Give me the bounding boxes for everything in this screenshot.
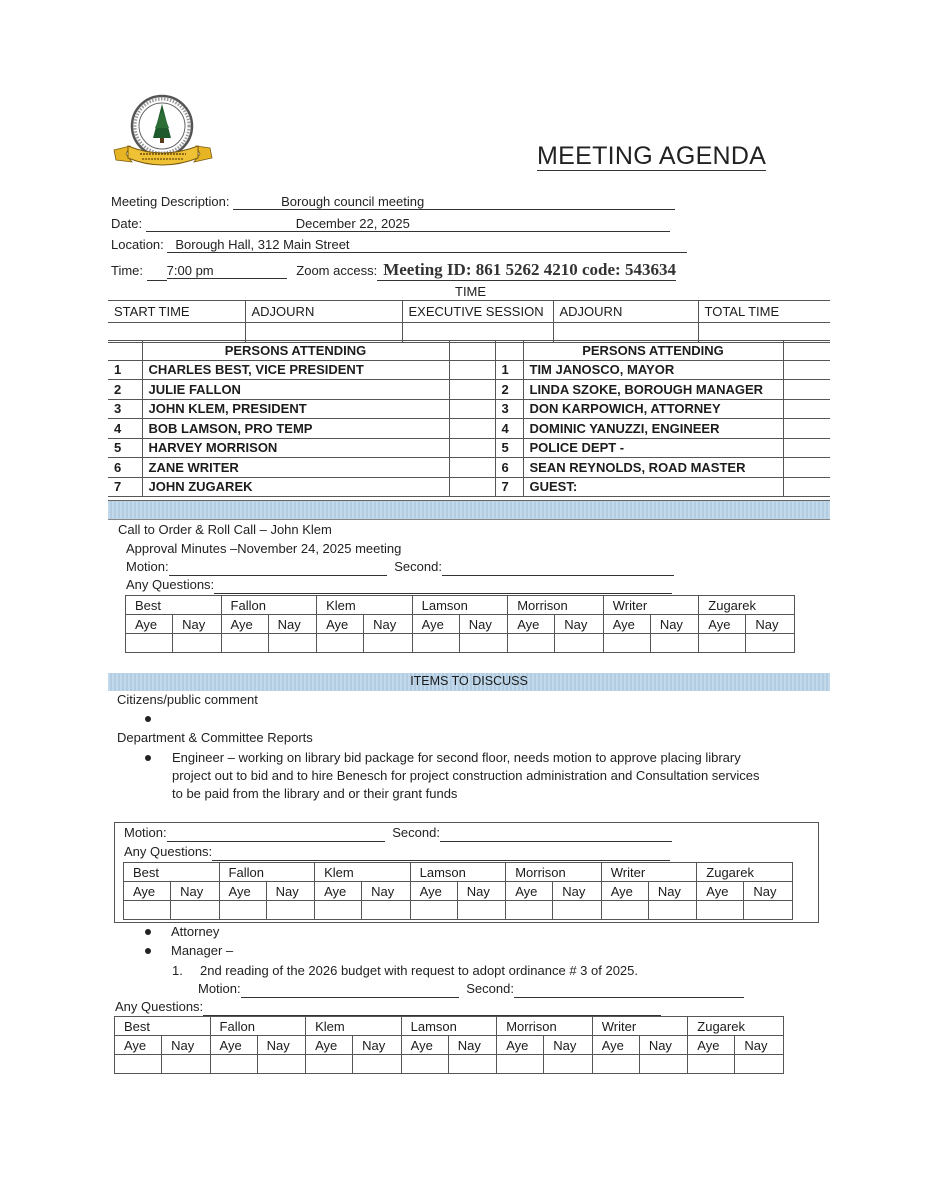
nay-header: Nay xyxy=(744,882,793,901)
vote-cell[interactable] xyxy=(219,901,266,920)
attendee-name: DOMINIC YANUZZI, ENGINEER xyxy=(523,419,783,439)
attendee-name: SEAN REYNOLDS, ROAD MASTER xyxy=(523,458,783,478)
nay-header: Nay xyxy=(555,615,603,634)
vote-cell[interactable] xyxy=(412,634,459,653)
motion-row-2 xyxy=(124,824,672,842)
attendee-name: DON KARPOWICH, ATTORNEY xyxy=(523,399,783,419)
vote-cell[interactable] xyxy=(266,901,314,920)
attendance-row xyxy=(108,399,830,419)
aye-header: Aye xyxy=(699,615,746,634)
questions-row-2 xyxy=(124,843,670,861)
aye-header: Aye xyxy=(317,615,364,634)
vote-table-1 xyxy=(125,595,795,653)
row-number: 4 xyxy=(495,419,523,439)
aye-header: Aye xyxy=(306,1036,353,1055)
voter-klem: Klem xyxy=(317,596,413,615)
row-number: 7 xyxy=(108,477,142,497)
row-number: 4 xyxy=(108,419,142,439)
nay-header: Nay xyxy=(735,1036,784,1055)
attendee-name: LINDA SZOKE, BOROUGH MANAGER xyxy=(523,380,783,400)
vote-table-2 xyxy=(123,862,793,920)
items-to-discuss-band xyxy=(108,673,830,691)
meeting-description-value: Borough council meeting xyxy=(281,194,675,210)
vote-cell[interactable] xyxy=(162,1055,210,1074)
vote-cell[interactable] xyxy=(410,901,457,920)
aye-header: Aye xyxy=(697,882,744,901)
row-number: 2 xyxy=(495,380,523,400)
vote-cell[interactable] xyxy=(315,901,362,920)
aye-header: Aye xyxy=(688,1036,735,1055)
vote-cell[interactable] xyxy=(555,634,603,653)
voter-zugarek: Zugarek xyxy=(699,596,795,615)
voter-morrison: Morrison xyxy=(508,596,604,615)
attendance-row xyxy=(108,360,830,380)
vote-cell[interactable] xyxy=(459,634,507,653)
attendance-check-cell[interactable] xyxy=(783,360,830,380)
items-to-discuss-title: ITEMS TO DISCUSS xyxy=(410,674,528,688)
date-label: Date: xyxy=(111,216,143,231)
vote-cell[interactable] xyxy=(592,1055,639,1074)
questions-label: Any Questions: xyxy=(126,577,215,592)
aye-header: Aye xyxy=(219,882,266,901)
aye-header: Aye xyxy=(315,882,362,901)
location-label: Location: xyxy=(111,237,164,252)
attendance-row xyxy=(108,380,830,400)
attendance-check-cell[interactable] xyxy=(449,380,495,400)
vote-cell[interactable] xyxy=(221,634,268,653)
row-number: 1 xyxy=(108,360,142,380)
section-divider-band xyxy=(108,500,830,520)
vote-cell[interactable] xyxy=(124,901,171,920)
voter-writer: Writer xyxy=(601,863,697,882)
citizens-comment-heading: Citizens/public comment xyxy=(117,692,258,707)
attendance-check-cell[interactable] xyxy=(449,477,495,497)
attendance-row xyxy=(108,419,830,439)
voter-klem: Klem xyxy=(315,863,411,882)
vote-cell[interactable] xyxy=(257,1055,305,1074)
attendance-row xyxy=(108,458,830,478)
attendance-check-cell[interactable] xyxy=(449,458,495,478)
manager-item-number: 1. xyxy=(172,963,183,978)
nay-header: Nay xyxy=(353,1036,401,1055)
voter-best: Best xyxy=(115,1017,211,1036)
vote-cell[interactable] xyxy=(401,1055,448,1074)
meeting-description-row xyxy=(111,194,675,210)
budget-reading-item: 2nd reading of the 2026 budget with request to adopt ordinance # 3 of 2025. xyxy=(200,963,639,978)
aye-header: Aye xyxy=(508,615,555,634)
time-col-total: TOTAL TIME xyxy=(698,301,830,323)
vote-cell[interactable] xyxy=(497,1055,544,1074)
attendance-row xyxy=(108,477,830,497)
vote-cell[interactable] xyxy=(699,634,746,653)
vote-cell[interactable] xyxy=(601,901,648,920)
vote-cell[interactable] xyxy=(268,634,316,653)
attorney-item: Attorney xyxy=(171,924,220,939)
aye-header: Aye xyxy=(603,615,650,634)
nay-header: Nay xyxy=(650,615,698,634)
manager-item: Manager – xyxy=(171,943,234,958)
questions-row-3 xyxy=(115,998,661,1016)
vote-cell[interactable] xyxy=(553,901,601,920)
nay-header: Nay xyxy=(459,615,507,634)
voter-writer: Writer xyxy=(603,596,699,615)
attendance-check-cell[interactable] xyxy=(783,419,830,439)
voter-best: Best xyxy=(124,863,220,882)
voter-writer: Writer xyxy=(592,1017,688,1036)
vote-cell[interactable] xyxy=(506,901,553,920)
time-table-title: TIME xyxy=(455,284,487,299)
vote-cell[interactable] xyxy=(650,634,698,653)
attendee-name: GUEST: xyxy=(523,477,783,497)
attendance-table xyxy=(108,340,830,497)
nay-header: Nay xyxy=(362,882,410,901)
attendee-name: TIM JANOSCO, MAYOR xyxy=(523,360,783,380)
vote-cell[interactable] xyxy=(173,634,221,653)
date-row xyxy=(111,216,670,232)
voter-morrison: Morrison xyxy=(497,1017,593,1036)
bullet-icon xyxy=(145,929,151,935)
vote-cell[interactable] xyxy=(508,634,555,653)
date-value: December 22, 2025 xyxy=(296,216,670,232)
nay-header: Nay xyxy=(171,882,219,901)
voter-fallon: Fallon xyxy=(219,863,315,882)
time-col-adjourn: ADJOURN xyxy=(245,301,402,323)
time-col-start: START TIME xyxy=(108,301,245,323)
bullet-icon xyxy=(145,716,151,722)
vote-cell[interactable] xyxy=(688,1055,735,1074)
nay-header: Nay xyxy=(448,1036,496,1055)
vote-cell[interactable] xyxy=(744,901,793,920)
second-field[interactable] xyxy=(442,561,674,576)
voter-zugarek: Zugarek xyxy=(688,1017,784,1036)
vote-cell[interactable] xyxy=(448,1055,496,1074)
voter-lamson: Lamson xyxy=(412,596,508,615)
vote-cell[interactable] xyxy=(457,901,505,920)
voter-lamson: Lamson xyxy=(410,863,506,882)
vote-cell[interactable] xyxy=(362,901,410,920)
attendance-row xyxy=(108,438,830,458)
time-value: 7:00 pm xyxy=(167,263,287,279)
motion-row-1 xyxy=(126,558,674,576)
nay-header: Nay xyxy=(746,615,795,634)
aye-header: Aye xyxy=(126,615,173,634)
motion-field[interactable] xyxy=(169,561,387,576)
vote-cell[interactable] xyxy=(544,1055,592,1074)
attendance-check-cell[interactable] xyxy=(449,360,495,380)
questions-row-1 xyxy=(126,576,672,594)
location-row xyxy=(111,237,687,253)
vote-cell[interactable] xyxy=(746,634,795,653)
nay-header: Nay xyxy=(173,615,221,634)
second-field[interactable] xyxy=(440,827,672,842)
attendance-check-cell[interactable] xyxy=(783,399,830,419)
row-number: 7 xyxy=(495,477,523,497)
nay-header: Nay xyxy=(268,615,316,634)
page-title: MEETING AGENDA xyxy=(537,142,767,170)
time-col-adjourn-2: ADJOURN xyxy=(553,301,698,323)
aye-header: Aye xyxy=(410,882,457,901)
voter-morrison: Morrison xyxy=(506,863,602,882)
voter-best: Best xyxy=(126,596,222,615)
time-label: Time: xyxy=(111,263,144,278)
nay-header: Nay xyxy=(544,1036,592,1055)
time-col-executive-session: EXECUTIVE SESSION xyxy=(402,301,553,323)
attendance-check-cell[interactable] xyxy=(783,477,830,497)
vote-cell[interactable] xyxy=(353,1055,401,1074)
time-table xyxy=(108,300,830,343)
motion-field[interactable] xyxy=(167,827,385,842)
aye-header: Aye xyxy=(412,615,459,634)
borough-seal-logo xyxy=(110,88,220,174)
vote-cell[interactable] xyxy=(115,1055,162,1074)
attendee-name: POLICE DEPT - xyxy=(523,438,783,458)
meeting-description-label: Meeting Description: xyxy=(111,194,230,209)
attendee-name: BOB LAMSON, PRO TEMP xyxy=(142,419,449,439)
aye-header: Aye xyxy=(115,1036,162,1055)
aye-header: Aye xyxy=(401,1036,448,1055)
bullet-icon xyxy=(145,948,151,954)
nay-header: Nay xyxy=(553,882,601,901)
questions-field[interactable] xyxy=(203,1001,661,1016)
vote-cell[interactable] xyxy=(317,634,364,653)
aye-header: Aye xyxy=(210,1036,257,1055)
nay-header: Nay xyxy=(457,882,505,901)
aye-header: Aye xyxy=(221,615,268,634)
attendee-name: ZANE WRITER xyxy=(142,458,449,478)
row-number: 3 xyxy=(495,399,523,419)
second-label: Second: xyxy=(466,981,514,996)
vote-cell[interactable] xyxy=(364,634,412,653)
department-reports-heading: Department & Committee Reports xyxy=(117,730,313,745)
vote-cell[interactable] xyxy=(735,1055,784,1074)
questions-label: Any Questions: xyxy=(115,999,204,1014)
questions-label: Any Questions: xyxy=(124,844,213,859)
vote-cell[interactable] xyxy=(697,901,744,920)
nay-header: Nay xyxy=(648,882,696,901)
aye-header: Aye xyxy=(601,882,648,901)
attendance-check-cell[interactable] xyxy=(783,458,830,478)
approval-minutes: Approval Minutes –November 24, 2025 meeting xyxy=(126,541,402,556)
aye-header: Aye xyxy=(592,1036,639,1055)
motion-row-3 xyxy=(198,980,744,998)
motion-label: Motion: xyxy=(124,825,167,840)
row-number: 6 xyxy=(108,458,142,478)
attendance-check-cell[interactable] xyxy=(783,380,830,400)
attendance-check-cell[interactable] xyxy=(449,438,495,458)
row-number: 5 xyxy=(108,438,142,458)
voter-zugarek: Zugarek xyxy=(697,863,793,882)
zoom-access-label: Zoom access: xyxy=(296,263,378,278)
attendee-name: HARVEY MORRISON xyxy=(142,438,449,458)
vote-cell[interactable] xyxy=(603,634,650,653)
aye-header: Aye xyxy=(506,882,553,901)
vote-cell[interactable] xyxy=(648,901,696,920)
attendee-name: JOHN ZUGAREK xyxy=(142,477,449,497)
motion-label: Motion: xyxy=(126,559,169,574)
row-number: 5 xyxy=(495,438,523,458)
vote-table-3 xyxy=(114,1016,784,1074)
borough-seal-icon xyxy=(110,88,220,174)
questions-field[interactable] xyxy=(214,579,672,594)
engineer-report: Engineer – working on library bid package for second floor, needs motion to approve placing library project out to bid and to hire Benesch for project construction administration and Consultation services to be paid from the library and or their grant funds xyxy=(172,750,760,801)
vote-cell[interactable] xyxy=(171,901,219,920)
attendance-check-cell[interactable] xyxy=(449,419,495,439)
vote-cell[interactable] xyxy=(210,1055,257,1074)
voter-fallon: Fallon xyxy=(210,1017,306,1036)
questions-field[interactable] xyxy=(212,846,670,861)
attendance-check-cell[interactable] xyxy=(449,399,495,419)
second-label: Second: xyxy=(392,825,440,840)
aye-header: Aye xyxy=(124,882,171,901)
attendee-name: JULIE FALLON xyxy=(142,380,449,400)
attendance-right-header: PERSONS ATTENDING xyxy=(523,341,783,361)
nay-header: Nay xyxy=(639,1036,687,1055)
vote-cell[interactable] xyxy=(126,634,173,653)
location-value: Borough Hall, 312 Main Street xyxy=(175,237,687,253)
nay-header: Nay xyxy=(162,1036,210,1055)
row-number: 2 xyxy=(108,380,142,400)
nay-header: Nay xyxy=(266,882,314,901)
attendance-check-cell[interactable] xyxy=(783,438,830,458)
second-field[interactable] xyxy=(514,983,744,998)
attendance-left-header: PERSONS ATTENDING xyxy=(142,341,449,361)
voter-fallon: Fallon xyxy=(221,596,317,615)
time-row xyxy=(111,260,676,281)
motion-label: Motion: xyxy=(198,981,241,996)
nay-header: Nay xyxy=(364,615,412,634)
motion-field[interactable] xyxy=(241,983,459,998)
voter-lamson: Lamson xyxy=(401,1017,497,1036)
attendee-name: JOHN KLEM, PRESIDENT xyxy=(142,399,449,419)
row-number: 3 xyxy=(108,399,142,419)
call-to-order: Call to Order & Roll Call – John Klem xyxy=(118,522,332,537)
voter-klem: Klem xyxy=(306,1017,402,1036)
row-number: 6 xyxy=(495,458,523,478)
aye-header: Aye xyxy=(497,1036,544,1055)
attendee-name: CHARLES BEST, VICE PRESIDENT xyxy=(142,360,449,380)
nay-header: Nay xyxy=(257,1036,305,1055)
row-number: 1 xyxy=(495,360,523,380)
bullet-icon xyxy=(145,755,151,761)
zoom-access-value: Meeting ID: 861 5262 4210 code: 543634 xyxy=(377,260,676,281)
vote-cell[interactable] xyxy=(306,1055,353,1074)
second-label: Second: xyxy=(394,559,442,574)
vote-cell[interactable] xyxy=(639,1055,687,1074)
